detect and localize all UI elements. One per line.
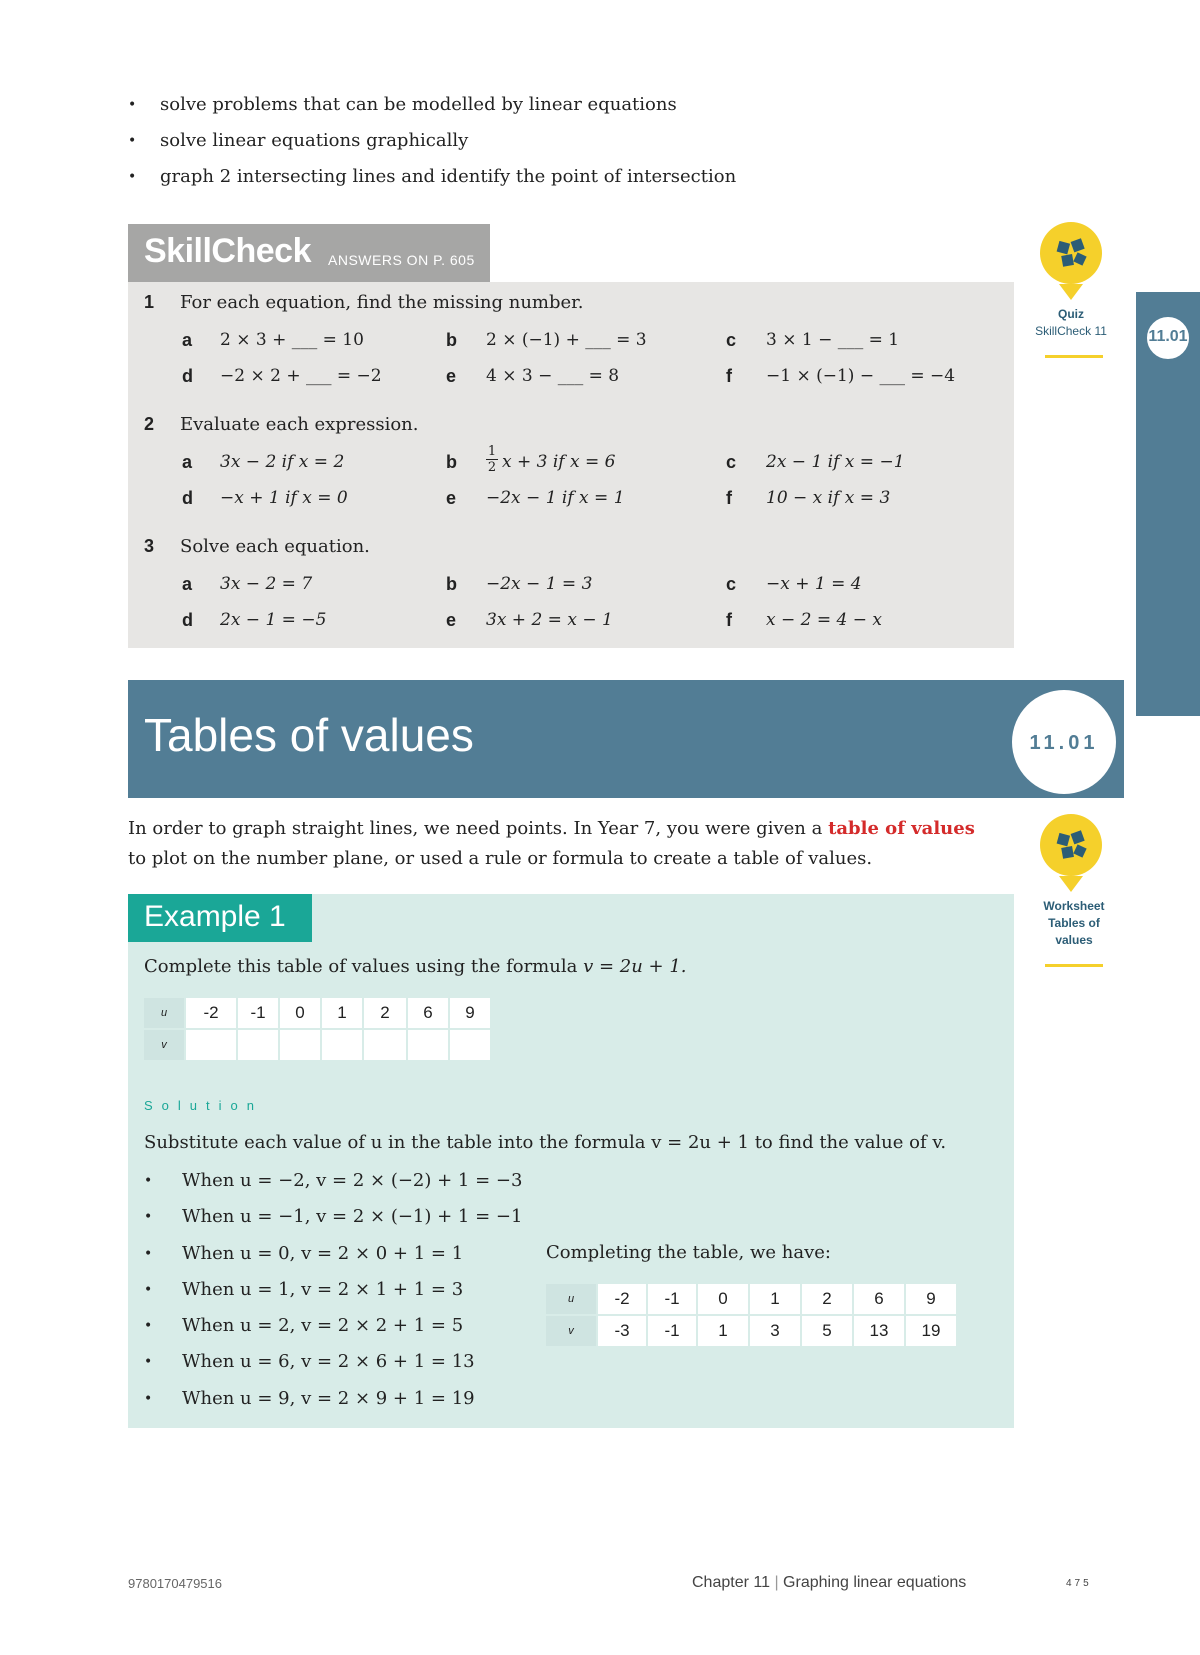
part-label: e <box>446 366 457 386</box>
solution-step: • When u = −1, v = 2 × (−1) + 1 = −1 <box>144 1204 522 1240</box>
part-label: a <box>182 452 193 472</box>
part-expression: 3x − 2 if x = 2 <box>220 452 345 472</box>
part-expression: 2x − 1 = −5 <box>220 610 327 630</box>
solution-step: • When u = −2, v = 2 × (−2) + 1 = −3 <box>144 1168 522 1204</box>
table-cell-empty[interactable] <box>279 1029 321 1061</box>
part-expression: 2x − 1 if x = −1 <box>766 452 905 472</box>
fraction <box>486 444 498 475</box>
table-cell: -1 <box>237 997 279 1029</box>
solution-step: • When u = 1, v = 2 × 1 + 1 = 3 <box>144 1277 522 1313</box>
worksheet-label-line: Tables of <box>1048 916 1100 930</box>
part-expression: −2 × 2 + ___ = −2 <box>220 366 382 386</box>
table-row <box>545 1283 957 1315</box>
section-number: 11.01 <box>1029 732 1099 754</box>
page-number: 475 <box>1066 1578 1092 1589</box>
quiz-label-line: SkillCheck 11 <box>1035 324 1107 338</box>
part-label: f <box>726 610 732 630</box>
outcome-item: • solve problems that can be modelled by linear equations <box>128 92 948 128</box>
pin-tip <box>1059 284 1083 300</box>
part-label: d <box>182 488 193 508</box>
part-expression: 2 × (−1) + ___ = 3 <box>486 330 647 350</box>
side-tab-label: 11.01 <box>1148 328 1188 345</box>
example-question <box>144 956 687 977</box>
part-label: b <box>446 574 457 594</box>
part-label: f <box>726 366 732 386</box>
part-label: c <box>726 452 737 472</box>
table-cell: 9 <box>449 997 491 1029</box>
worksheet-puzzle-icon <box>1040 814 1102 876</box>
footer-separator: | <box>774 1574 779 1591</box>
table-cell: -2 <box>185 997 237 1029</box>
key-term[interactable]: table of values <box>828 818 975 839</box>
part-expression: −2x − 1 = 3 <box>486 574 593 594</box>
worksheet-label-line: Worksheet <box>1043 899 1105 913</box>
intro-text: In order to graph straight lines, we need points. In Year 7, you were given a <box>128 818 829 839</box>
solution-step: • When u = 9, v = 2 × 9 + 1 = 19 <box>144 1386 522 1422</box>
pin-tip <box>1059 876 1083 892</box>
values-table-completed <box>544 1282 958 1348</box>
table-cell: 13 <box>853 1315 905 1347</box>
table-row <box>143 1029 491 1061</box>
example-title: Example 1 <box>144 900 286 933</box>
solution-step: • When u = 0, v = 2 × 0 + 1 = 1 <box>144 1241 522 1277</box>
part-expression: 3x − 2 = 7 <box>220 574 313 594</box>
quiz-label-line: Quiz <box>1058 307 1084 321</box>
worksheet-label-line: values <box>1055 933 1093 947</box>
part-expression: −x + 1 if x = 0 <box>220 488 348 508</box>
values-table-empty <box>142 996 492 1062</box>
part-label: a <box>182 330 193 350</box>
table-cell: -2 <box>597 1283 647 1315</box>
worksheet-underline <box>1045 964 1103 967</box>
table-header-cell: u <box>545 1283 597 1315</box>
completed-table-caption: Completing the table, we have: <box>546 1242 831 1263</box>
question-text: Solve each equation. <box>180 536 370 557</box>
table-cell-empty[interactable] <box>321 1029 363 1061</box>
outcome-item: • solve linear equations graphically <box>128 128 948 164</box>
part-expression: x + 3 if x = 6 <box>502 452 616 472</box>
part-label: d <box>182 610 193 630</box>
worksheet-link[interactable] <box>1040 814 1102 892</box>
skillcheck-title: SkillCheck <box>144 232 311 270</box>
quiz-underline <box>1045 355 1103 358</box>
skillcheck-answers-link[interactable]: ANSWERS ON P. 605 <box>328 252 475 268</box>
solution-steps <box>144 1168 522 1422</box>
part-label: c <box>726 330 737 350</box>
table-cell: 6 <box>853 1283 905 1315</box>
part-expression: 2 × 3 + ___ = 10 <box>220 330 364 350</box>
quiz-label[interactable] <box>1011 306 1131 340</box>
section-title: Tables of values <box>144 709 474 761</box>
table-cell-empty[interactable] <box>449 1029 491 1061</box>
part-expression: 4 × 3 − ___ = 8 <box>486 366 620 386</box>
intro-text: to plot on the number plane, or used a rule or formula to create a table of values. <box>128 848 873 869</box>
table-header-cell: u <box>143 997 185 1029</box>
table-cell: 2 <box>801 1283 853 1315</box>
table-cell: 3 <box>749 1315 801 1347</box>
formula: v = 2u + 1. <box>583 956 687 977</box>
table-cell: 2 <box>363 997 407 1029</box>
part-label: d <box>182 366 193 386</box>
table-cell: 1 <box>321 997 363 1029</box>
quiz-link[interactable] <box>1040 222 1102 300</box>
part-label: f <box>726 488 732 508</box>
table-cell-empty[interactable] <box>363 1029 407 1061</box>
worksheet-label[interactable] <box>1014 898 1134 949</box>
chapter-title: Graphing linear equations <box>783 1574 967 1591</box>
part-label: b <box>446 452 457 472</box>
table-row <box>545 1315 957 1347</box>
part-expression: −2x − 1 if x = 1 <box>486 488 625 508</box>
part-expression: 10 − x if x = 3 <box>766 488 891 508</box>
solution-text: Substitute each value of u in the table into the formula v = 2u + 1 to find the value of v. <box>144 1132 947 1153</box>
question-text: Complete this table of values using the formula <box>144 956 584 977</box>
table-cell: 9 <box>905 1283 957 1315</box>
table-cell: -1 <box>647 1315 697 1347</box>
chapter-label: Chapter 11 <box>692 1574 770 1591</box>
footer-chapter <box>692 1574 966 1592</box>
question-number: 3 <box>144 536 155 556</box>
question-number: 1 <box>144 292 155 312</box>
fraction-numerator: 1 <box>487 444 497 459</box>
table-cell: 1 <box>749 1283 801 1315</box>
part-label: e <box>446 488 457 508</box>
table-row <box>143 997 491 1029</box>
part-expression: x − 2 = 4 − x <box>766 610 882 630</box>
question-text: Evaluate each expression. <box>180 414 419 435</box>
table-header-cell: v <box>545 1315 597 1347</box>
solution-step: • When u = 6, v = 2 × 6 + 1 = 13 <box>144 1349 522 1385</box>
part-label: b <box>446 330 457 350</box>
outcome-item: • graph 2 intersecting lines and identify the point of intersection <box>128 164 948 200</box>
question-number: 2 <box>144 414 155 434</box>
intro-paragraph <box>128 814 988 874</box>
table-cell: -1 <box>647 1283 697 1315</box>
table-cell: 6 <box>407 997 449 1029</box>
question-text: For each equation, find the missing number. <box>180 292 584 313</box>
table-cell: 0 <box>279 997 321 1029</box>
solution-step: • When u = 2, v = 2 × 2 + 1 = 5 <box>144 1313 522 1349</box>
table-cell-empty[interactable] <box>407 1029 449 1061</box>
table-cell: -3 <box>597 1315 647 1347</box>
table-cell: 1 <box>697 1315 749 1347</box>
table-header-cell: v <box>143 1029 185 1061</box>
quiz-puzzle-icon <box>1040 222 1102 284</box>
table-cell-empty[interactable] <box>237 1029 279 1061</box>
part-expression: −x + 1 = 4 <box>766 574 862 594</box>
part-label: a <box>182 574 193 594</box>
fraction-denominator: 2 <box>487 460 497 475</box>
part-label: e <box>446 610 457 630</box>
footer-isbn: 9780170479516 <box>128 1576 222 1591</box>
table-cell-empty[interactable] <box>185 1029 237 1061</box>
part-expression: −1 × (−1) − ___ = −4 <box>766 366 956 386</box>
part-label: c <box>726 574 737 594</box>
table-cell: 5 <box>801 1315 853 1347</box>
learning-outcomes-list <box>128 92 948 200</box>
table-cell: 19 <box>905 1315 957 1347</box>
table-cell: 0 <box>697 1283 749 1315</box>
part-expression: 3x + 2 = x − 1 <box>486 610 613 630</box>
part-expression: 3 × 1 − ___ = 1 <box>766 330 900 350</box>
solution-heading: Solution <box>144 1098 263 1113</box>
